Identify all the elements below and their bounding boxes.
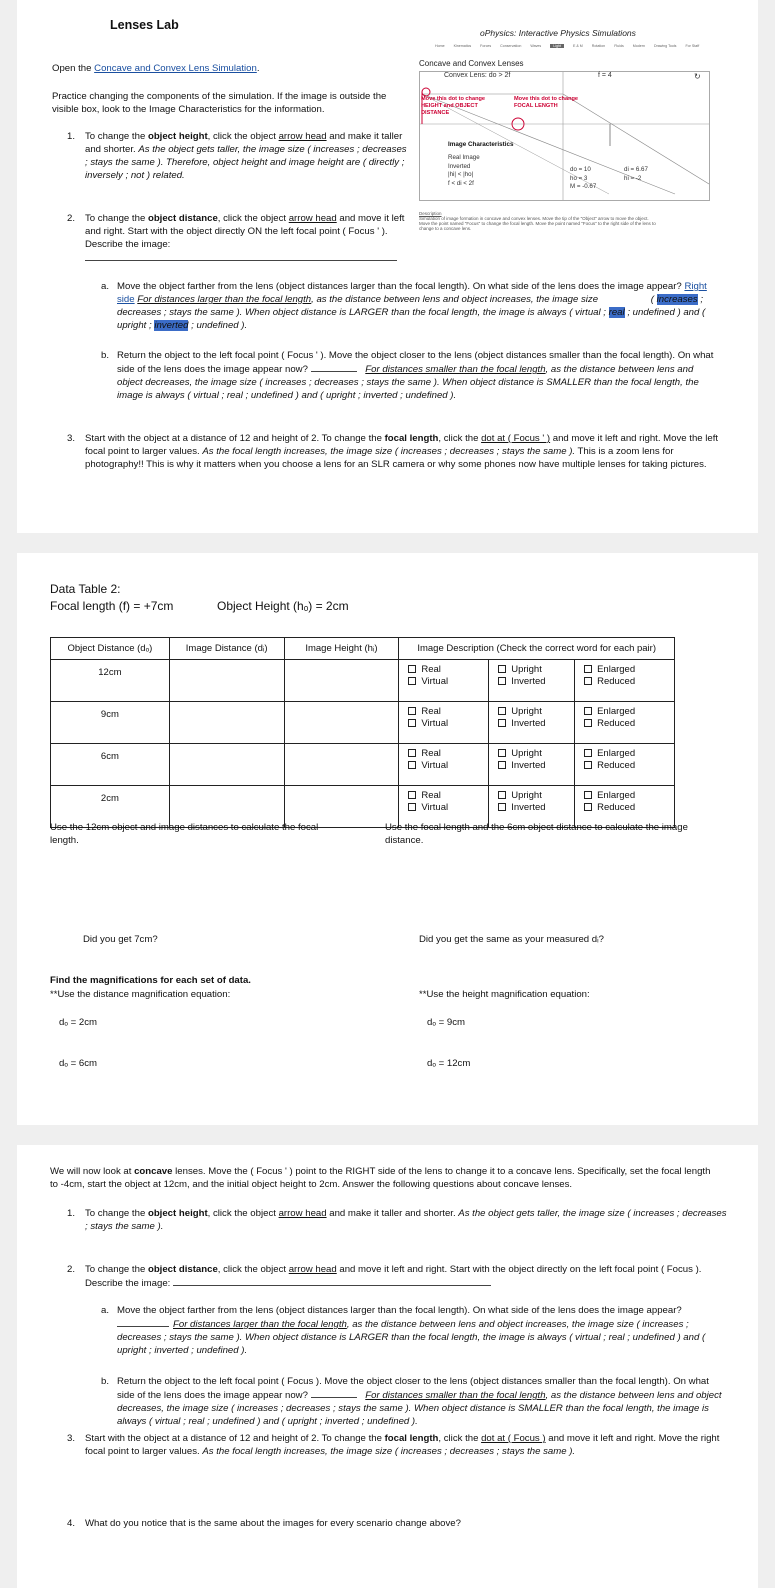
reduced-checkbox[interactable]: Reduced [584,676,674,688]
concave-question-2b: b. Return the object to the left focal point ( Focus ). Move the object closer to the lens (object distances smaller than the focal length). On what side of the lens does the image appear now? For distances smaller than the focal length, as the distance between lens and object decreases, the image size ( increases ; decreases ; stays the same ). When object distance is SMALLER than the focal length, the image is always ( virtual ; real ; undefined ) and ( upright ; inverted ; undefined ). [101,1376,722,1427]
enlarged-reduced-options [575,744,675,786]
image-height-cell[interactable] [284,660,399,702]
object-distance-cell: 12cm [51,660,170,702]
concave-question-4: 4. What do you notice that is the same about the images for every scenario change above? [67,1518,461,1529]
upright-inverted-options [489,702,575,744]
reduced-checkbox[interactable]: Reduced [584,760,674,772]
virtual-checkbox[interactable]: Virtual [408,718,488,730]
highlight-real: real [608,307,625,318]
concave-question-3: 3. Start with the object at a distance of 12 and height of 2. To change the focal length, click the dot at ( Focus ) and move it left and right. Move the right focal point to larger values. As the focal length increases, the image size ( increases ; decreases ; stays the same ). [67,1433,720,1457]
sim-nav [435,44,755,48]
inverted-checkbox[interactable]: Inverted [498,760,574,772]
sim-canvas[interactable] [419,71,710,201]
upright-checkbox[interactable]: Upright [498,664,574,676]
page-title: Lenses Lab [110,18,179,32]
answer-line[interactable] [85,251,397,261]
practice-instruction: Practice changing the components of the simulation. If the image is outside the visible box, look to the Image Characteristics for the information. [52,91,387,115]
real-virtual-options [399,744,489,786]
inverted-checkbox[interactable]: Inverted [498,718,574,730]
upright-inverted-options [489,744,575,786]
object-distance-cell: 6cm [51,744,170,786]
image-height-cell[interactable] [284,702,399,744]
open-instruction: Open the Concave and Convex Lens Simulation. [52,63,260,74]
header-image-height: Image Height (hᵢ) [284,638,399,660]
check-image-distance: Did you get the same as your measured dᵢ? [419,934,604,945]
concave-question-1: 1. To change the object height, click the object arrow head and make it taller and shorter. As the object gets taller, the image size ( increases ; decreases ; stays the same ). [67,1208,727,1232]
reset-icon[interactable]: ↻ [694,72,701,81]
focal-hint: Move this dot to change FOCAL LENGTH [514,96,579,109]
concave-intro: We will now look at concave lenses. Move the ( Focus ' ) point to the RIGHT side of the lens to change it to a concave lens. Specifically, set the focal length to -4cm, start the object at 12cm, and the initial object height to 2cm. Answer the following questions about concave lenses. [50,1166,711,1190]
reduced-checkbox[interactable]: Reduced [584,718,674,730]
sim-heading: Concave and Convex Lenses [419,59,524,68]
real-virtual-options [399,660,489,702]
data-table [50,637,675,828]
object-distance-cell: 9cm [51,702,170,744]
enlarged-checkbox[interactable]: Enlarged [584,748,674,760]
object-height-label: Object Height (hₒ) = 2cm [217,599,349,613]
upright-inverted-options [489,660,575,702]
image-characteristics: Real Image Inverted |hi| < |ho| f < di < 2f [448,154,480,187]
table-row [51,744,675,786]
question-2: 2. To change the object distance, click the object arrow head and move it left and right. Start with the object directly ON the left focal point ( Focus ' ). Describe the image: [67,212,407,265]
magnification-title: Find the magnifications for each set of data. [50,975,251,986]
question-2a: a. Move the object farther from the lens (object distances larger than the focal length). On what side of the lens does the image appear? Right side For distances larger than the focal length, as the distance between lens and object increases, the image size ( increases ; decreases ; stays the same ). When object distance is LARGER than the focal length, the image is always ( virtual ; real ; undefined ) and ( upright ; inverted ; undefined ). [101,281,707,331]
question-2b: b. Return the object to the left focal point ( Focus ' ). Move the object closer to the lens (object distances smaller than the focal length). On what side of the lens does the image appear now? For distances smaller than the focal length, as the distance between lens and object decreases, the image size ( increases ; decreases ; stays the same ). When object distance is SMALLER than the focal length, the image is always ( virtual ; real ; undefined ) and ( upright ; inverted ; undefined ). [101,350,714,401]
image-distance-cell[interactable] [169,744,284,786]
mag-d-12cm: dₒ = 12cm [427,1058,471,1069]
nav-item[interactable]: E & M [573,44,583,48]
table-title: Data Table 2: [50,582,121,596]
worksheet-page-3 [17,1145,758,1588]
image-height-cell[interactable] [284,744,399,786]
worksheet-page-1 [17,0,758,533]
sim-readout-object: do = 10 ho = 3 M = -0.67 [570,166,597,190]
table-row [51,660,675,702]
answer-right-side: Right side [117,281,707,305]
highlight-increases: increases [656,294,698,305]
header-object-distance: Object Distance (dₒ) [51,638,170,660]
calc-focal-prompt: Use the 12cm object and image distances to calculate the focal length. [50,822,319,846]
enlarged-reduced-options [575,660,675,702]
nav-item[interactable]: Forces [480,44,492,48]
concave-question-2: 2. To change the object distance, click the object arrow head and move it left and right. Start with the object directly on the left focal point ( Focus ). Describe the image: [67,1264,702,1289]
enlarged-reduced-options [575,702,675,744]
inverted-checkbox[interactable]: Inverted [498,676,574,688]
nav-item[interactable]: Drawing Tools [653,44,677,48]
mag-d-6cm: dₒ = 6cm [59,1058,98,1069]
inverted-checkbox[interactable]: Inverted [498,802,574,814]
mag-d-9cm: dₒ = 9cm [427,1017,466,1028]
height-hint: Move this dot to change HEIGHT and OBJECT DISTANCE [421,96,486,116]
reduced-checkbox[interactable]: Reduced [584,802,674,814]
table-row [51,702,675,744]
nav-item[interactable]: Rotation [591,44,606,48]
sim-focal-label: f = 4 [598,72,612,79]
enlarged-checkbox[interactable]: Enlarged [584,664,674,676]
concave-question-2a: a. Move the object farther from the lens (object distances larger than the focal length). On what side of the lens does the image appear? For distances larger than the focal length, as the distance between lens and object increases, the image size ( increases ; decreases ; stays the same ). When object distance is LARGER than the focal length, the image is always ( virtual ; real ; undefined ) and ( upright ; inverted ; undefined ). [101,1305,706,1356]
upright-checkbox[interactable]: Upright [498,790,574,802]
question-1: 1. To change the object height, click the object arrow head and make it taller and shorter. As the object gets taller, the image size ( increases ; decreases ; stays the same ). Therefore, object height and image height are ( directly ; inversely ; not ) related. [67,131,407,181]
header-image-distance: Image Distance (dᵢ) [169,638,284,660]
sim-description: Description Simulation of image formation in concave and convex lenses. Move the tip of the "Object" arrow to move the object. Move the point named "Focus" to change the focal length. Move the point named "Focus" to the right side of the lens to change to a concave lens. [419,211,656,231]
real-checkbox[interactable]: Real [408,664,488,676]
focal-length-label: Focal length (f) = +7cm [50,599,174,613]
virtual-checkbox[interactable]: Virtual [408,802,488,814]
answer-line[interactable] [311,362,357,372]
distance-magnification-prompt: **Use the distance magnification equation: [50,989,231,1000]
object-distance-cell: 2cm [51,786,170,828]
virtual-checkbox[interactable]: Virtual [408,676,488,688]
real-virtual-options [399,702,489,744]
mag-d-2cm: dₒ = 2cm [59,1017,98,1028]
highlight-inverted: inverted [154,320,189,331]
image-characteristics-title: Image Characteristics [448,141,514,148]
height-dot [422,88,430,96]
table-header [51,638,675,660]
check-focal: Did you get 7cm? [83,934,158,945]
enlarged-checkbox[interactable]: Enlarged [584,790,674,802]
calc-image-distance-prompt: Use the focal length and the 6cm object distance to calculate the image distance. [385,822,688,846]
answer-line[interactable] [311,1388,357,1398]
nav-item[interactable]: Home [435,44,445,48]
worksheet-page-2 [17,553,758,1125]
nav-item[interactable]: Waves [530,44,542,48]
real-checkbox[interactable]: Real [408,748,488,760]
real-checkbox[interactable]: Real [408,790,488,802]
upright-checkbox[interactable]: Upright [498,706,574,718]
real-checkbox[interactable]: Real [408,706,488,718]
answer-line[interactable] [117,1317,169,1327]
sim-site-title: oPhysics: Interactive Physics Simulations [480,28,636,38]
answer-line[interactable] [173,1276,491,1286]
enlarged-checkbox[interactable]: Enlarged [584,706,674,718]
nav-item[interactable]: Modern [632,44,645,48]
nav-item[interactable]: For Staff [685,44,700,48]
nav-item-active[interactable]: Light [550,44,564,48]
virtual-checkbox[interactable]: Virtual [408,760,488,772]
question-3: 3. Start with the object at a distance of 12 and height of 2. To change the focal length, click the dot at ( Focus ' ) and move it left and right. Move the left focal point to larger values. As the focal length increases, the image size ( increases ; decreases ; stays the same ). This is a zoom lens for photography!! This is why it matters when you choose a lens for an SLR camera or why some phones now have multiple lenses for taking pictures. [67,433,719,470]
sim-readout-image: di = 6.67 hi = -2 [624,166,648,182]
nav-item[interactable]: Conservation [500,44,522,48]
height-magnification-prompt: **Use the height magnification equation: [419,989,590,1000]
simulation-screenshot [419,28,752,238]
simulation-link[interactable]: Concave and Convex Lens Simulation [94,63,257,74]
image-distance-cell[interactable] [169,702,284,744]
nav-item[interactable]: Kinematics [453,44,472,48]
header-image-description: Image Description (Check the correct word for each pair) [399,638,675,660]
nav-item[interactable]: Fluids [614,44,624,48]
upright-checkbox[interactable]: Upright [498,748,574,760]
image-distance-cell[interactable] [169,660,284,702]
sim-case: Convex Lens: do > 2f [444,72,511,79]
